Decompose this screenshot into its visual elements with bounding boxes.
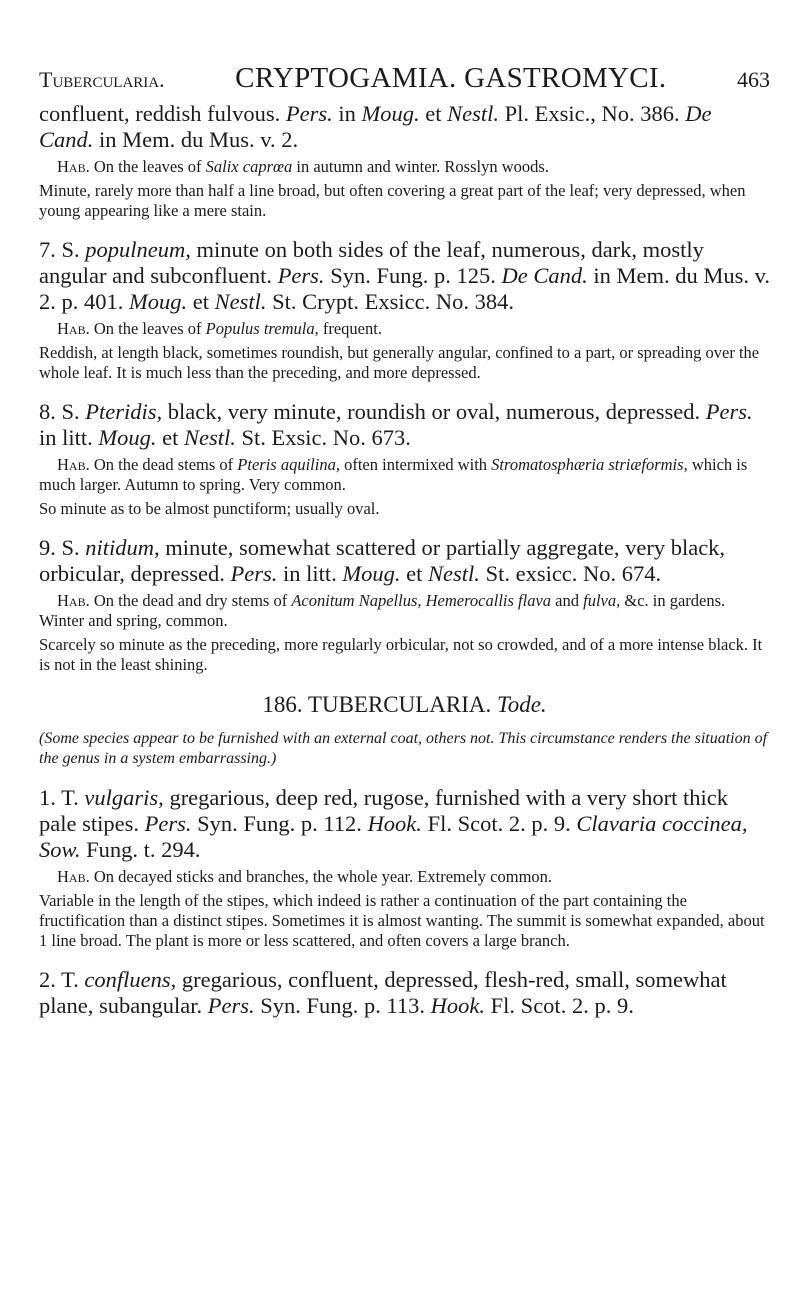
genus-note: (Some species appear to be furnished with an external coat, others not. This circumstance renders the situation of the genus in a system embarrassing.) bbox=[39, 730, 768, 767]
running-title-genus: Tubercularia. bbox=[39, 67, 165, 92]
species-entry-pteridis: 8. S. Pteridis, black, very minute, roundish or oval, numerous, depressed. Pers. in litt. Moug. et Nestl. St. Exsic. No. 673. bbox=[39, 399, 753, 450]
species-entry-confluens: 2. T. confluens, gregarious, confluent, depressed, flesh-red, small, somewhat plane, subangular. Pers. Syn. Fung. p. 113. Hook. Fl. Scot. 2. p. 9. bbox=[39, 967, 727, 1018]
species-remark: Reddish, at length black, sometimes roundish, but generally angular, confined to a part, or spreading over the whole leaf. It is much less than the preceding, and more depressed. bbox=[39, 343, 760, 382]
species-description: confluent, reddish fulvous. Pers. in Moug. et Nestl. Pl. Exsic., No. 386. De Cand. in Mem. du Mus. v. 2. bbox=[39, 101, 712, 152]
species-remark: Variable in the length of the stipes, which indeed is rather a continuation of the part containing the fructification than a distinct stipes. Sometimes it is almost wanting. The summit is somewhat expanded, about 1 line broad. The plant is more or less scattered, and often covers a large branch. bbox=[39, 891, 765, 950]
habitat-note: Hab. On the leaves of Populus tremula, frequent. bbox=[57, 319, 382, 338]
species-remark: Scarcely so minute as the preceding, more regularly orbicular, not so crowded, and of a more intense black. It is not in the least shining. bbox=[39, 635, 763, 674]
species-remark: So minute as to be almost punctiform; usually oval. bbox=[39, 499, 380, 518]
species-entry-vulgaris: 1. T. vulgaris, gregarious, deep red, rugose, furnished with a very short thick pale stipes. Pers. Syn. Fung. p. 112. Hook. Fl. Scot. 2. p. 9. Clavaria coccinea, Sow. Fung. t. 294. bbox=[39, 785, 748, 862]
species-remark: Minute, rarely more than half a line broad, but often covering a great part of the leaf; very depressed, when young appearing like a mere stain. bbox=[39, 181, 746, 220]
habitat-note: Hab. On the dead and dry stems of Aconitum Napellus, Hemerocallis flava and fulva, &c. in gardens. Winter and spring, common. bbox=[39, 591, 726, 630]
running-title-class: CRYPTOGAMIA. GASTROMYCI. bbox=[235, 62, 667, 94]
species-entry-nitidum: 9. S. nitidum, minute, somewhat scattered or partially aggregate, very black, orbicular, depressed. Pers. in litt. Moug. et Nestl. St. exsicc. No. 674. bbox=[39, 535, 726, 586]
species-entry-populneum: 7. S. populneum, minute on both sides of the leaf, numerous, dark, mostly angular and subconfluent. Pers. Syn. Fung. p. 125. De Cand. in Mem. du Mus. v. 2. p. 401. Moug. et Nestl. St. Crypt. Exsicc. No. 384. bbox=[39, 237, 771, 314]
habitat-note: Hab. On the dead stems of Pteris aquilina, often intermixed with Stromatosphæria striæformis, which is much larger. Autumn to spring. Very common. bbox=[39, 455, 748, 494]
habitat-note: Hab. On decayed sticks and branches, the whole year. Extremely common. bbox=[57, 867, 553, 886]
running-header bbox=[39, 62, 770, 95]
page-number: 463 bbox=[737, 67, 770, 92]
habitat-note: Hab. On the leaves of Salix caprœa in autumn and winter. Rosslyn woods. bbox=[57, 157, 549, 176]
page-body bbox=[39, 101, 770, 1019]
genus-heading: 186. TUBERCULARIA. Tode. bbox=[262, 692, 547, 717]
